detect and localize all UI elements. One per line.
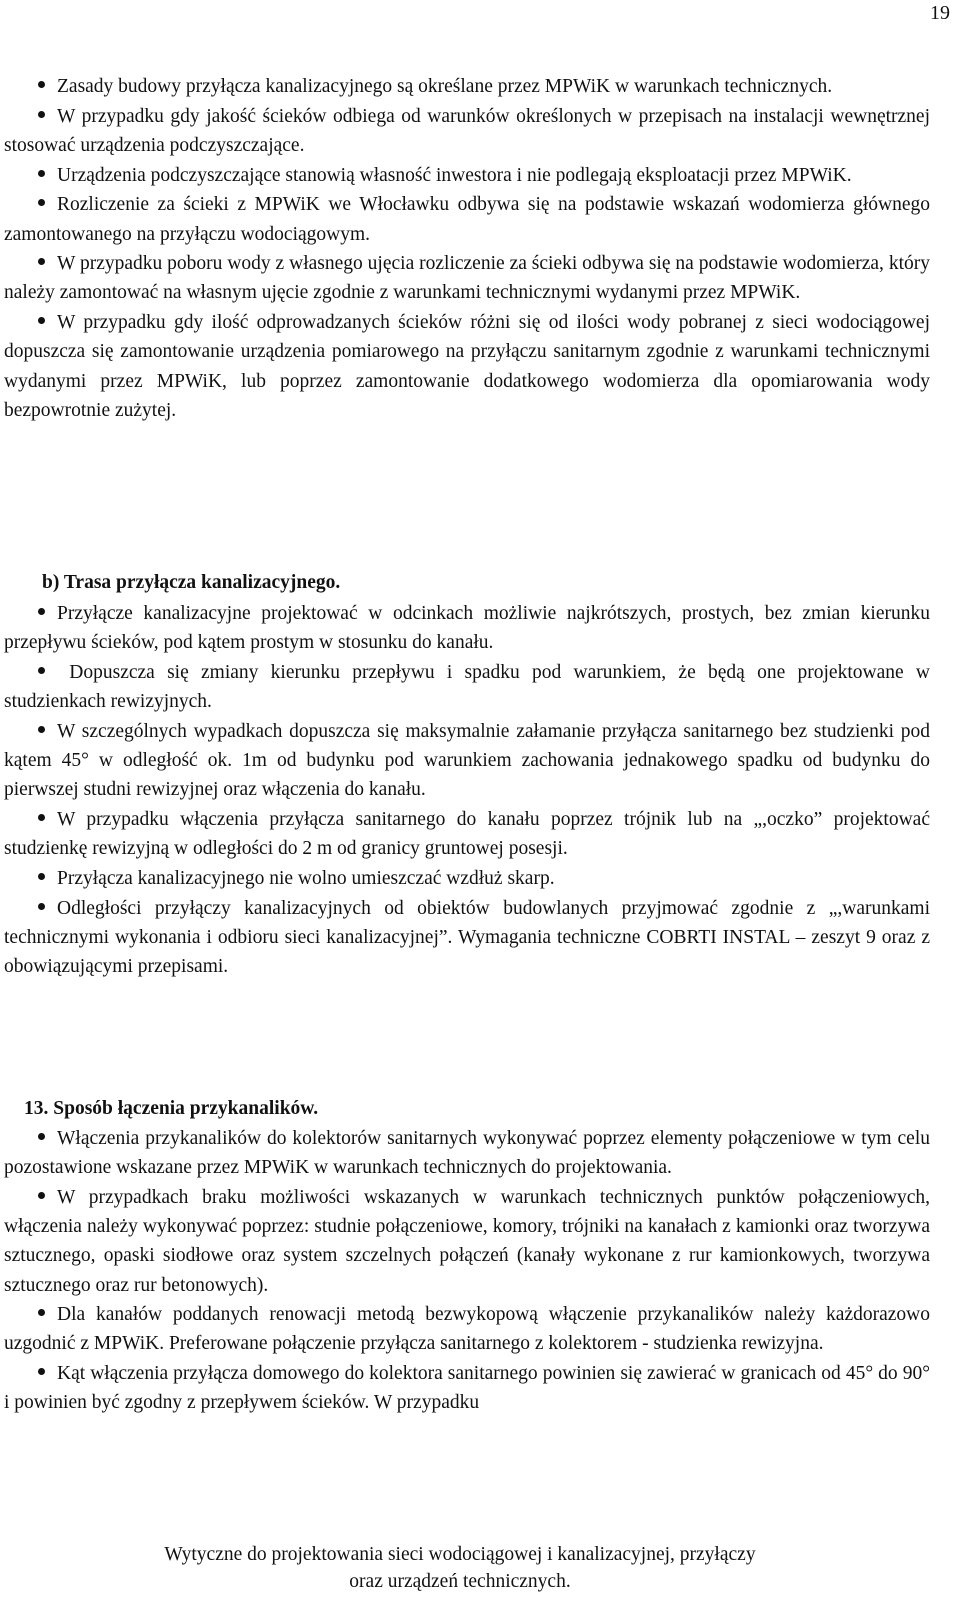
list-item: W przypadku gdy ilość odprowadzanych ścieków różni się od ilości wody pobranej z sieci wodociągowej dopuszcza się zamontowanie urządzenia pomiarowego na przyłączu sanitarnym zgodnie z warunkami technicznymi wydanymi przez MPWiK, lub poprzez zamontowanie dodatkowego wodomierza dla opomiarowania wody bezpowrotnie zużytej. xyxy=(4,312,930,421)
bullet-icon xyxy=(38,258,45,265)
list-item: Przyłącze kanalizacyjne projektować w odcinkach możliwie najkrótszych, prostych, bez zmian kierunku przepływu ścieków, pod kątem prostym w stosunku do kanału. xyxy=(4,603,930,654)
list-item: Dla kanałów poddanych renowacji metodą bezwykopową włączenie przykanalików należy każdorazowo uzgodnić z MPWiK. Preferowane połączenie przyłącza sanitarnego z kolektorem - studzienka rewizyjna. xyxy=(4,1304,930,1355)
bullet-icon xyxy=(38,1133,45,1140)
bullet-icon xyxy=(38,1368,45,1375)
list-item: Urządzenia podczyszczające stanowią własność inwestora i nie podlegają eksploatacji przez MPWiK. xyxy=(4,161,930,190)
bullet-icon xyxy=(38,1309,45,1316)
bullet-icon xyxy=(38,667,45,674)
list-item: W przypadku gdy jakość ścieków odbiega od warunków określonych w przepisach na instalacji wewnętrznej stosować urządzenia podczyszczające. xyxy=(4,105,930,156)
list-item: Dopuszcza się zmiany kierunku przepływu i spadku pod warunkiem, że będą one projektowane w studzienkach rewizyjnych. xyxy=(4,661,930,713)
footer-line-1: Wytyczne do projektowania sieci wodociągowej i kanalizacyjnej, przyłączy xyxy=(164,1544,756,1565)
bullet-icon xyxy=(38,1192,45,1199)
list-item: W przypadku włączenia przyłącza sanitarnego do kanału poprzez trójnik lub na „,oczko” projektować studzienkę rewizyjną w odległości do 2 m od granicy gruntowej posesji. xyxy=(4,808,930,860)
section-13-bullet-list xyxy=(4,1124,930,1418)
footer-line-2: oraz urządzeń technicznych. xyxy=(349,1571,571,1592)
list-item: W przypadku poboru wody z własnego ujęcia rozliczenie za ścieki odbywa się na podstawie wodomierza, który należy zamontować na własnym ujęcie zgodnie z warunkami technicznymi wydanymi przez MPWiK. xyxy=(4,253,930,304)
list-item: Włączenia przykanalików do kolektorów sanitarnych wykonywać poprzez elementy połączeniowe w tym celu pozostawione wskazane przez MPWiK w warunkach technicznych do projektowania. xyxy=(4,1128,930,1179)
bullet-icon xyxy=(38,873,45,880)
list-item: Przyłącza kanalizacyjnego nie wolno umieszczać wzdłuż skarp. xyxy=(4,864,930,893)
bullet-icon xyxy=(38,81,45,88)
bullet-icon xyxy=(38,903,45,910)
bullet-icon xyxy=(38,814,45,821)
bullet-icon xyxy=(38,111,45,118)
list-item: Odległości przyłączy kanalizacyjnych od obiektów budowlanych przyjmować zgodnie z „,warunkami technicznymi wykonania i odbioru sieci kanalizacyjnej”. Wymagania techniczne COBRTI INSTAL – zeszyt 9 oraz z obowiązującymi przepisami. xyxy=(4,897,930,977)
list-item: Kąt włączenia przyłącza domowego do kolektora sanitarnego powinien się zawierać w granicach od 45° do 90° i powinien być zgodny z przepływem ścieków. W przypadku xyxy=(4,1363,930,1414)
section-13-heading: 13. Sposób łączenia przykanalików. xyxy=(24,1098,319,1119)
bullet-icon xyxy=(38,199,45,206)
section-b-bullet-list xyxy=(4,599,930,982)
bullet-icon xyxy=(38,170,45,177)
bullet-icon xyxy=(38,608,45,615)
intro-bullet-list xyxy=(4,72,930,425)
list-item: Zasady budowy przyłącza kanalizacyjnego są określane przez MPWiK w warunkach technicznych. xyxy=(4,72,930,101)
page-footer xyxy=(0,1541,920,1595)
bullet-icon xyxy=(38,726,45,733)
page-number: 19 xyxy=(930,2,950,24)
list-item: Rozliczenie za ścieki z MPWiK we Włocławku odbywa się na podstawie wskazań wodomierza głównego zamontowanego na przyłączu wodociągowym. xyxy=(4,194,930,245)
section-b-heading: b) Trasa przyłącza kanalizacyjnego. xyxy=(42,572,341,593)
list-item: W szczególnych wypadkach dopuszcza się maksymalnie załamanie przyłącza sanitarnego bez studzienki pod kątem 45° w odległość ok. 1m od budynku pod warunkiem zachowania jednakowego spadku od budynku do pierwszej studni rewizyjnej oraz włączenia do kanału. xyxy=(4,720,930,801)
list-item: W przypadkach braku możliwości wskazanych w warunkach technicznych punktów połączeniowych, włączenia należy wykonywać poprzez: studnie połączeniowe, komory, trójniki na kanałach z kamionki oraz tworzywa sztucznego, opaski siodłowe oraz system szczelnych połączeń (kanały wykonane z rur kamionkowych, tworzywa sztucznego oraz rur betonowych). xyxy=(4,1186,930,1296)
bullet-icon xyxy=(38,317,45,324)
